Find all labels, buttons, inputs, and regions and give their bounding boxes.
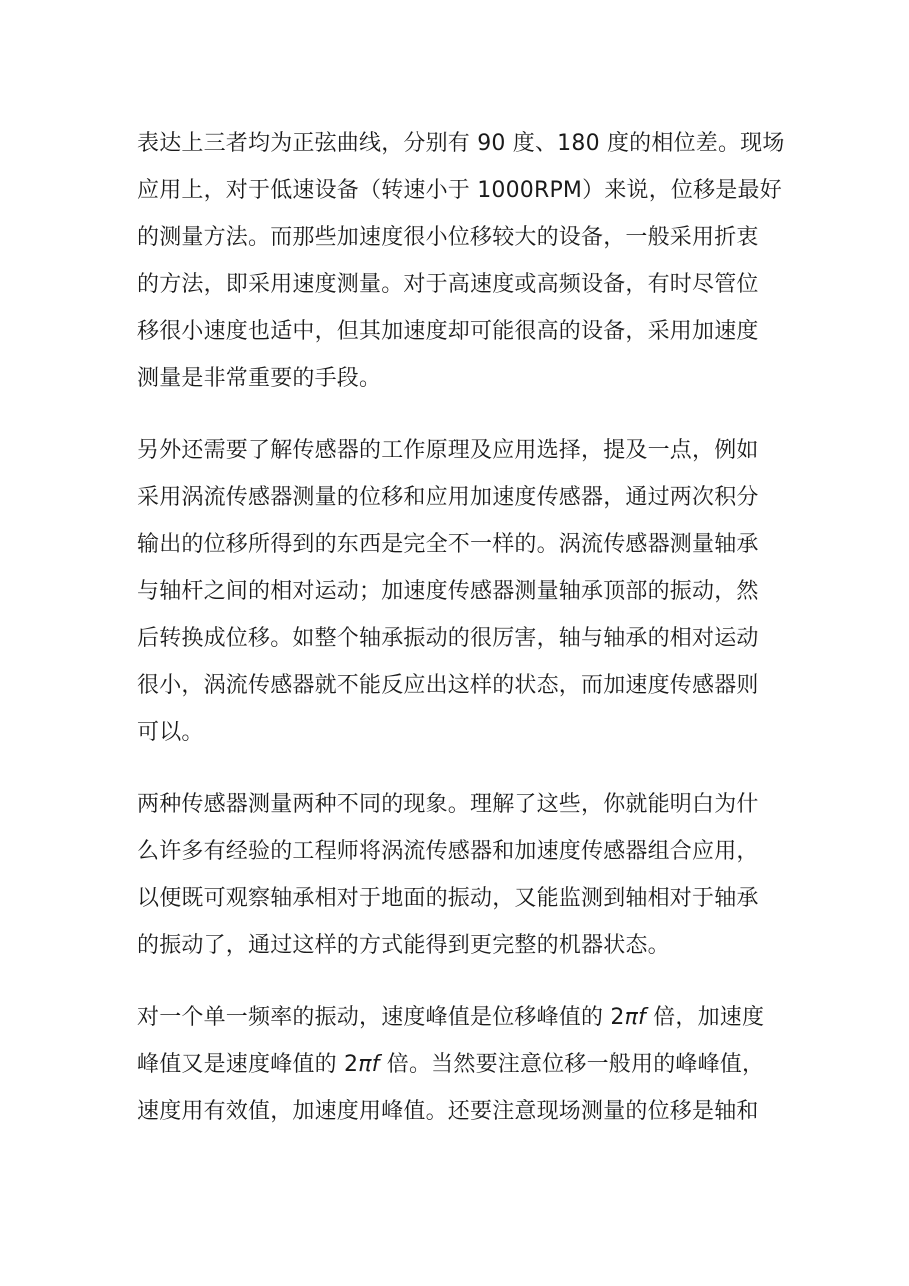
paragraph-4-line-2-text-a: 峰值又是速度峰值的 2	[137, 1052, 359, 1077]
paragraph-1-line-5: 移很小速度也适中，但其加速度却可能很高的设备，采用加速度	[137, 319, 759, 344]
paragraph-3-line-2: 么许多有经验的工程师将涡流传感器和加速度传感器组合应用，	[137, 839, 759, 864]
paragraph-1-line-4: 的方法，即采用速度测量。对于高速度或高频设备，有时尽管位	[137, 272, 759, 297]
paragraph-3-line-4: 的振动了，通过这样的方式能得到更完整的机器状态。	[137, 933, 670, 958]
paragraph-3-line-1: 两种传感器测量两种不同的现象。理解了这些，你就能明白为什	[137, 792, 759, 817]
paragraph-2-line-1: 另外还需要了解传感器的工作原理及应用选择，提及一点，例如	[137, 438, 759, 463]
paragraph-1-line-1: 表达上三者均为正弦曲线，分别有 90 度、180 度的相位差。现场	[137, 131, 785, 156]
paragraph-1-line-3: 的测量方法。而那些加速度很小位移较大的设备，一般采用折衷	[137, 225, 759, 250]
paragraph-4-line-1	[137, 1002, 764, 1034]
paragraph-2-line-5: 后转换成位移。如整个轴承振动的很厉害，轴与轴承的相对运动	[137, 626, 759, 651]
paragraph-2-line-3: 输出的位移所得到的东西是完全不一样的。涡流传感器测量轴承	[137, 532, 759, 557]
paragraph-2-line-2: 采用涡流传感器测量的位移和应用加速度传感器，通过两次积分	[137, 485, 759, 510]
paragraph-3-line-3: 以便既可观察轴承相对于地面的振动，又能监测到轴相对于轴承	[137, 886, 759, 911]
paragraph-2-line-6: 很小，涡流传感器就不能反应出这样的状态，而加速度传感器则	[137, 673, 759, 698]
paragraph-2-line-7: 可以。	[137, 720, 204, 745]
paragraph-4-line-1-text-a: 对一个单一频率的振动，速度峰值是位移峰值的 2	[137, 1005, 625, 1030]
paragraph-1-line-6: 测量是非常重要的手段。	[137, 366, 382, 391]
formula-2-pi-f: πf	[624, 1005, 646, 1030]
paragraph-4-line-1-text-c: 倍，加速度	[645, 1005, 765, 1030]
paragraph-2-line-4: 与轴杆之间的相对运动；加速度传感器测量轴承顶部的振动，然	[137, 579, 759, 604]
paragraph-1-line-2: 应用上，对于低速设备（转速小于 1000RPM）来说，位移是最好	[137, 178, 782, 203]
paragraph-4-line-3: 速度用有效值，加速度用峰值。还要注意现场测量的位移是轴和	[137, 1099, 759, 1124]
paragraph-4-line-2	[137, 1049, 764, 1081]
paragraph-4-line-2-text-c: 倍。当然要注意位移一般用的峰峰值，	[379, 1052, 765, 1077]
formula-2-pi-f: πf	[358, 1052, 380, 1077]
